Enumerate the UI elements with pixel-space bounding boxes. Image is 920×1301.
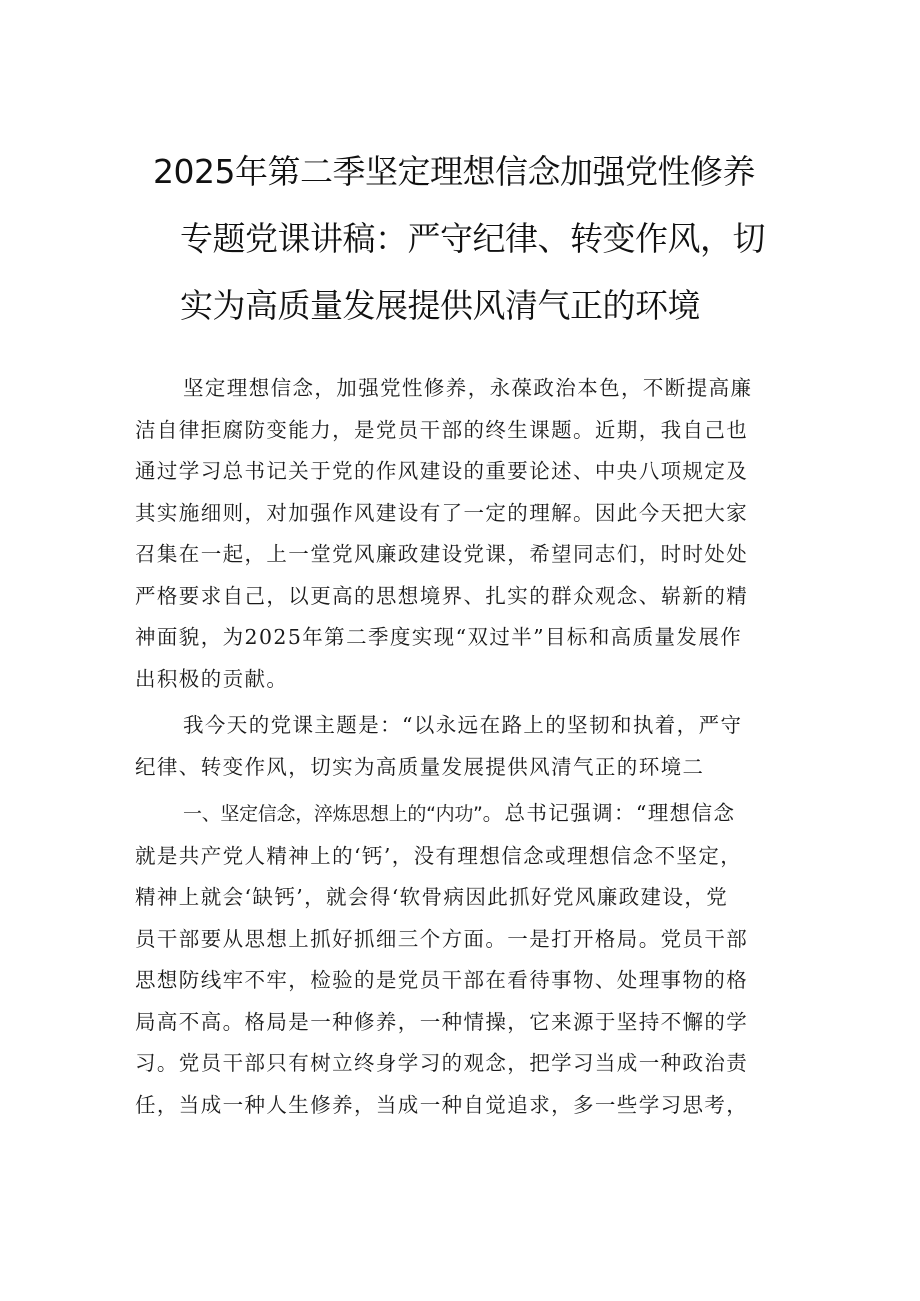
text-line: 洁自律拒腐防变能力，是党员干部的终生课题。近期，我自己也 — [135, 417, 749, 442]
text-line: 其实施细则，对加强作风建设有了一定的理解。因此今天把大家 — [135, 500, 749, 525]
text-line: 出积极的贡献。 — [135, 666, 289, 691]
section-1-paragraph — [135, 793, 790, 1126]
text-line: 局高不高。格局是一种修养，一种情操，它来源于坚持不懈的学 — [135, 1009, 749, 1034]
text-line: 员干部要从思想上抓好抓细三个方面。一是打开格局。党员干部 — [135, 926, 749, 951]
text-line — [135, 793, 790, 836]
document-body — [135, 368, 790, 1126]
text-line: 我今天的党课主题是：“以永远在路上的坚韧和执着，严守 — [183, 713, 743, 737]
text-line: 任，当成一种人生修养，当成一种自觉追求，多一些学习思考， — [135, 1092, 749, 1117]
text-line: 就是共产党人精神上的‘钙’，没有理想信念或理想信念不坚定， — [135, 843, 743, 868]
text-line: 通过学习总书记关于党的作风建设的重要论述、中央八项规定及 — [135, 459, 749, 483]
title-line: 实为高质量发展提供风清气正的环境 — [180, 286, 700, 325]
document-title — [140, 138, 780, 339]
text-line: 坚定理想信念，加强党性修养，永葆政治本色，不断提高廉 — [183, 376, 753, 400]
text-line: 纪律、转变作风，切实为高质量发展提供风清气正的环境二 — [135, 754, 705, 779]
title-line: 专题党课讲稿：严守纪律、转变作风，切 — [180, 219, 765, 258]
text-line: 思想防线牢不牢，检验的是党员干部在看待事物、处理事物的格 — [135, 968, 749, 992]
intro-paragraph — [135, 368, 790, 700]
text-line: 召集在一起，上一堂党风廉政建设党课，希望同志们，时时处处 — [135, 542, 749, 566]
section-1-intro-text: 。总书记强调：“理想信念 — [482, 801, 736, 825]
theme-paragraph — [135, 705, 790, 788]
text-line: 神面貌，为2025年第二季度实现“双过半”目标和高质量发展作 — [135, 625, 743, 649]
text-line: 严格要求自己，以更高的思想境界、扎实的群众观念、崭新的精 — [135, 583, 749, 608]
title-line: 2025年第二季坚定理想信念加强党性修养 — [153, 152, 755, 191]
text-line: 习。党员干部只有树立终身学习的观念，把学习当成一种政治责 — [135, 1051, 749, 1075]
text-line: 精神上就会‘缺钙’，就会得‘软骨病因此抓好党风廉政建设，党 — [135, 885, 729, 909]
section-1-heading: 一、坚定信念，淬炼思想上的“内功” — [183, 803, 483, 825]
